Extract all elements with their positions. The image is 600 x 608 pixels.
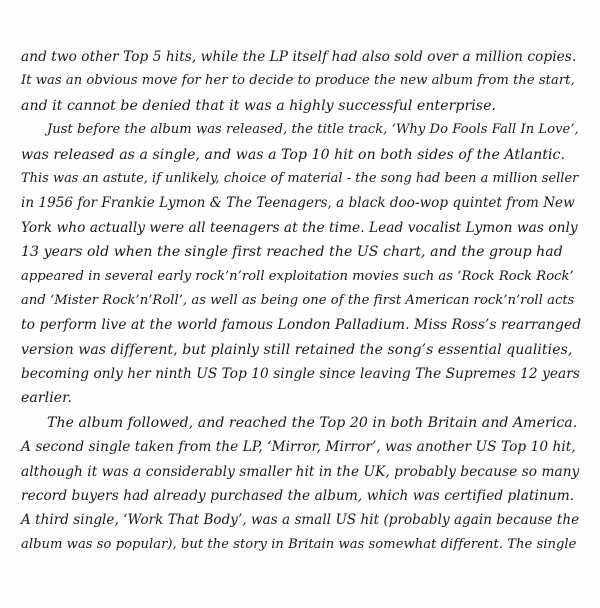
text-line-paragraph-start: Just before the album was released, the title track, ‘Why Do Fools Fall In Love’, (47, 122, 579, 138)
text-line: and it cannot be denied that it was a highly successful enterprise. (21, 97, 496, 114)
text-line: and ‘Mister Rock’n’Roll’, as well as being one of the first American rock’n’roll acts (21, 292, 575, 308)
text-line: record buyers had already purchased the album, which was certified platinum. (21, 488, 575, 505)
text-line: earlier. (21, 390, 72, 407)
text-line: York who actually were all teenagers at the time. Lead vocalist Lymon was only (21, 219, 578, 236)
text-line: appeared in several early rock’n’roll exploitation movies such as ‘Rock Rock Rock’ (21, 268, 574, 284)
text-line: A third single, ‘Work That Body’, was a small US hit (probably again because the (21, 512, 580, 529)
text-line: 13 years old when the single first reached the US chart, and the group had (21, 244, 563, 261)
text-line-paragraph-start: The album followed, and reached the Top 20 in both Britain and America. (47, 414, 578, 431)
text-line: to perform live at the world famous London Palladium. Miss Ross’s rearranged (21, 317, 582, 334)
text-line: and two other Top 5 hits, while the LP itself had also sold over a million copies. (21, 49, 577, 65)
text-line: album was so popular), but the story in Britain was somewhat different. The single (21, 536, 577, 552)
body-text (21, 45, 581, 557)
text-line: version was different, but plainly still retained the song’s essential qualities, (21, 341, 573, 358)
text-line: It was an obvious move for her to decide to produce the new album from the start, (21, 73, 575, 89)
text-line: was released as a single, and was a Top 10 hit on both sides of the Atlantic. (21, 146, 566, 163)
text-line: This was an astute, if unlikely, choice of material - the song had been a million seller (21, 170, 579, 186)
text-line: in 1956 for Frankie Lymon & The Teenagers, a black doo-wop quintet from New (21, 195, 575, 212)
text-line: A second single taken from the LP, ‘Mirror, Mirror’, was another US Top 10 hit, (21, 439, 576, 456)
text-line: although it was a considerably smaller hit in the UK, probably because so many (21, 463, 580, 480)
text-line: becoming only her ninth US Top 10 single since leaving The Supremes 12 years (21, 366, 580, 383)
